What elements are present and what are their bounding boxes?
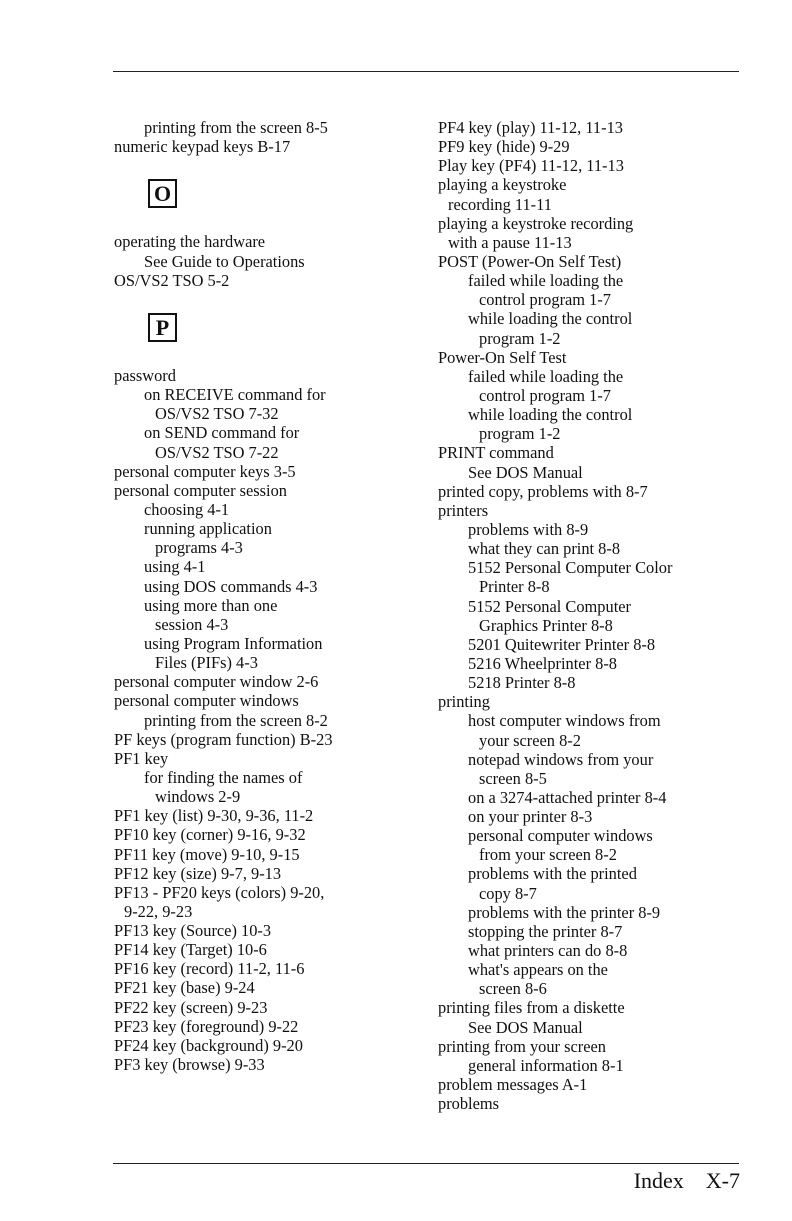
index-entry: personal computer windows [114, 691, 299, 711]
index-entry: on a 3274-attached printer 8-4 [468, 787, 667, 807]
index-entry: See DOS Manual [468, 462, 583, 482]
index-entry: PF keys (program function) B-23 [114, 729, 333, 749]
index-column-right [438, 118, 783, 1113]
index-entry: See Guide to Operations [144, 251, 305, 271]
index-entry: choosing 4-1 [144, 499, 230, 519]
index-entry: failed while loading the [468, 366, 624, 386]
index-entry: PF21 key (base) 9-24 [114, 978, 255, 998]
page-number: X-7 [705, 1168, 740, 1193]
index-entry: programs 4-3 [155, 538, 243, 558]
index-entry: 5216 Wheelprinter 8-8 [468, 653, 617, 673]
index-entry: PF24 key (background) 9-20 [114, 1035, 303, 1055]
index-entry: PF3 key (browse) 9-33 [114, 1055, 265, 1075]
section-heading-p [114, 309, 434, 366]
index-entry: PF16 key (record) 11-2, 11-6 [114, 959, 305, 979]
entries-right [438, 118, 783, 1113]
index-entry: personal computer window 2-6 [114, 672, 319, 692]
index-entry: PF14 key (Target) 10-6 [114, 940, 267, 960]
bottom-rule [113, 1163, 739, 1164]
index-entry: screen 8-6 [479, 979, 547, 999]
index-entry: printing [438, 692, 490, 712]
index-entry: playing a keystroke [438, 175, 567, 195]
index-entry: problems [438, 1094, 500, 1114]
index-entry: personal computer session [114, 480, 287, 500]
index-entry: on your printer 8-3 [468, 807, 593, 827]
index-entry: printing from the screen 8-5 [144, 118, 328, 137]
index-entry: printers [438, 500, 489, 520]
index-entry: copy 8-7 [479, 883, 537, 903]
section-heading-o [114, 175, 434, 232]
index-entry: program 1-2 [479, 328, 561, 348]
index-entry: Graphics Printer 8-8 [479, 615, 613, 635]
index-entry: PF1 key [114, 748, 169, 768]
index-entry: what printers can do 8-8 [468, 941, 628, 961]
index-entry: your screen 8-2 [479, 730, 581, 750]
index-entry: Files (PIFs) 4-3 [155, 653, 258, 673]
index-entry: PF13 - PF20 keys (colors) 9-20, [114, 882, 325, 902]
index-entry: PF11 key (move) 9-10, 9-15 [114, 844, 300, 864]
section-letter-o: O [148, 179, 177, 208]
page-footer [634, 1168, 740, 1194]
index-entry: printing from the screen 8-2 [144, 710, 328, 730]
index-entry: session 4-3 [155, 614, 229, 634]
index-entry: using 4-1 [144, 557, 206, 577]
index-entry: what they can print 8-8 [468, 539, 621, 559]
index-entry: printing files from a diskette [438, 998, 625, 1018]
index-entry: PF13 key (Source) 10-3 [114, 921, 272, 941]
index-entry: printed copy, problems with 8-7 [438, 481, 648, 501]
index-entry: for finding the names of [144, 767, 303, 787]
footer-section-title: Index [633, 1168, 684, 1193]
index-entry: while loading the control [468, 309, 633, 329]
index-entry: playing a keystroke recording [438, 213, 634, 233]
index-entry: 9-22, 9-23 [124, 901, 193, 921]
index-entry: PF1 key (list) 9-30, 9-36, 11-2 [114, 806, 314, 826]
index-entry: OS/VS2 TSO 7-22 [155, 442, 279, 462]
index-entry: program 1-2 [479, 424, 561, 444]
index-entry: using Program Information [144, 633, 323, 653]
index-entry: password [114, 365, 176, 385]
index-entry: failed while loading the [468, 271, 624, 291]
index-entry: windows 2-9 [155, 787, 241, 807]
index-entry: OS/VS2 TSO 7-32 [155, 404, 279, 424]
index-column-left [114, 118, 434, 1074]
entries-o [114, 232, 434, 289]
index-entry: PF10 key (corner) 9-16, 9-32 [114, 825, 306, 845]
index-entry: Printer 8-8 [479, 577, 550, 597]
index-entry: using DOS commands 4-3 [144, 576, 318, 596]
index-entry: recording 11-11 [448, 194, 552, 214]
index-entry: PF12 key (size) 9-7, 9-13 [114, 863, 282, 883]
index-entry: stopping the printer 8-7 [468, 921, 623, 941]
index-entry: PF22 key (screen) 9-23 [114, 997, 268, 1017]
top-rule [113, 71, 739, 72]
index-entry: on RECEIVE command for [144, 385, 326, 405]
index-entry: printing from your screen [438, 1036, 606, 1056]
index-entry: running application [144, 519, 272, 539]
entries-continued [114, 118, 434, 156]
index-entry: problems with 8-9 [468, 519, 589, 539]
index-entry: 5152 Personal Computer Color [468, 558, 673, 578]
index-entry: problem messages A-1 [438, 1075, 588, 1095]
index-entry: operating the hardware [114, 232, 266, 252]
index-entry: problems with the printer 8-9 [468, 902, 661, 922]
entries-p [114, 366, 434, 1074]
index-entry: using more than one [144, 595, 278, 615]
index-entry: 5152 Personal Computer [468, 596, 631, 616]
index-entry: from your screen 8-2 [479, 845, 617, 865]
index-entry: PF4 key (play) 11-12, 11-13 [438, 118, 623, 137]
index-entry: Play key (PF4) 11-12, 11-13 [438, 156, 624, 176]
index-entry: See DOS Manual [468, 1017, 583, 1037]
index-entry: what's appears on the [468, 960, 608, 980]
index-entry: OS/VS2 TSO 5-2 [114, 270, 230, 290]
index-entry: PRINT command [438, 443, 554, 463]
index-entry: host computer windows from [468, 711, 661, 731]
index-entry: notepad windows from your [468, 749, 654, 769]
index-entry: 5201 Quitewriter Printer 8-8 [468, 634, 656, 654]
index-entry: control program 1-7 [479, 290, 611, 310]
index-entry: with a pause 11-13 [448, 232, 572, 252]
index-entry: problems with the printed [468, 864, 637, 884]
index-entry: on SEND command for [144, 423, 300, 443]
index-entry: Power-On Self Test [438, 347, 567, 367]
index-entry: POST (Power-On Self Test) [438, 251, 622, 271]
index-entry: numeric keypad keys B-17 [114, 137, 291, 157]
index-entry: control program 1-7 [479, 385, 611, 405]
index-entry: PF9 key (hide) 9-29 [438, 137, 570, 157]
index-entry: screen 8-5 [479, 768, 547, 788]
index-entry: personal computer keys 3-5 [114, 461, 296, 481]
index-entry: while loading the control [468, 405, 633, 425]
section-letter-p: P [148, 313, 177, 342]
index-entry: 5218 Printer 8-8 [468, 673, 576, 693]
index-entry: PF23 key (foreground) 9-22 [114, 1016, 299, 1036]
index-entry: general information 8-1 [468, 1055, 624, 1075]
index-entry: personal computer windows [468, 826, 653, 846]
